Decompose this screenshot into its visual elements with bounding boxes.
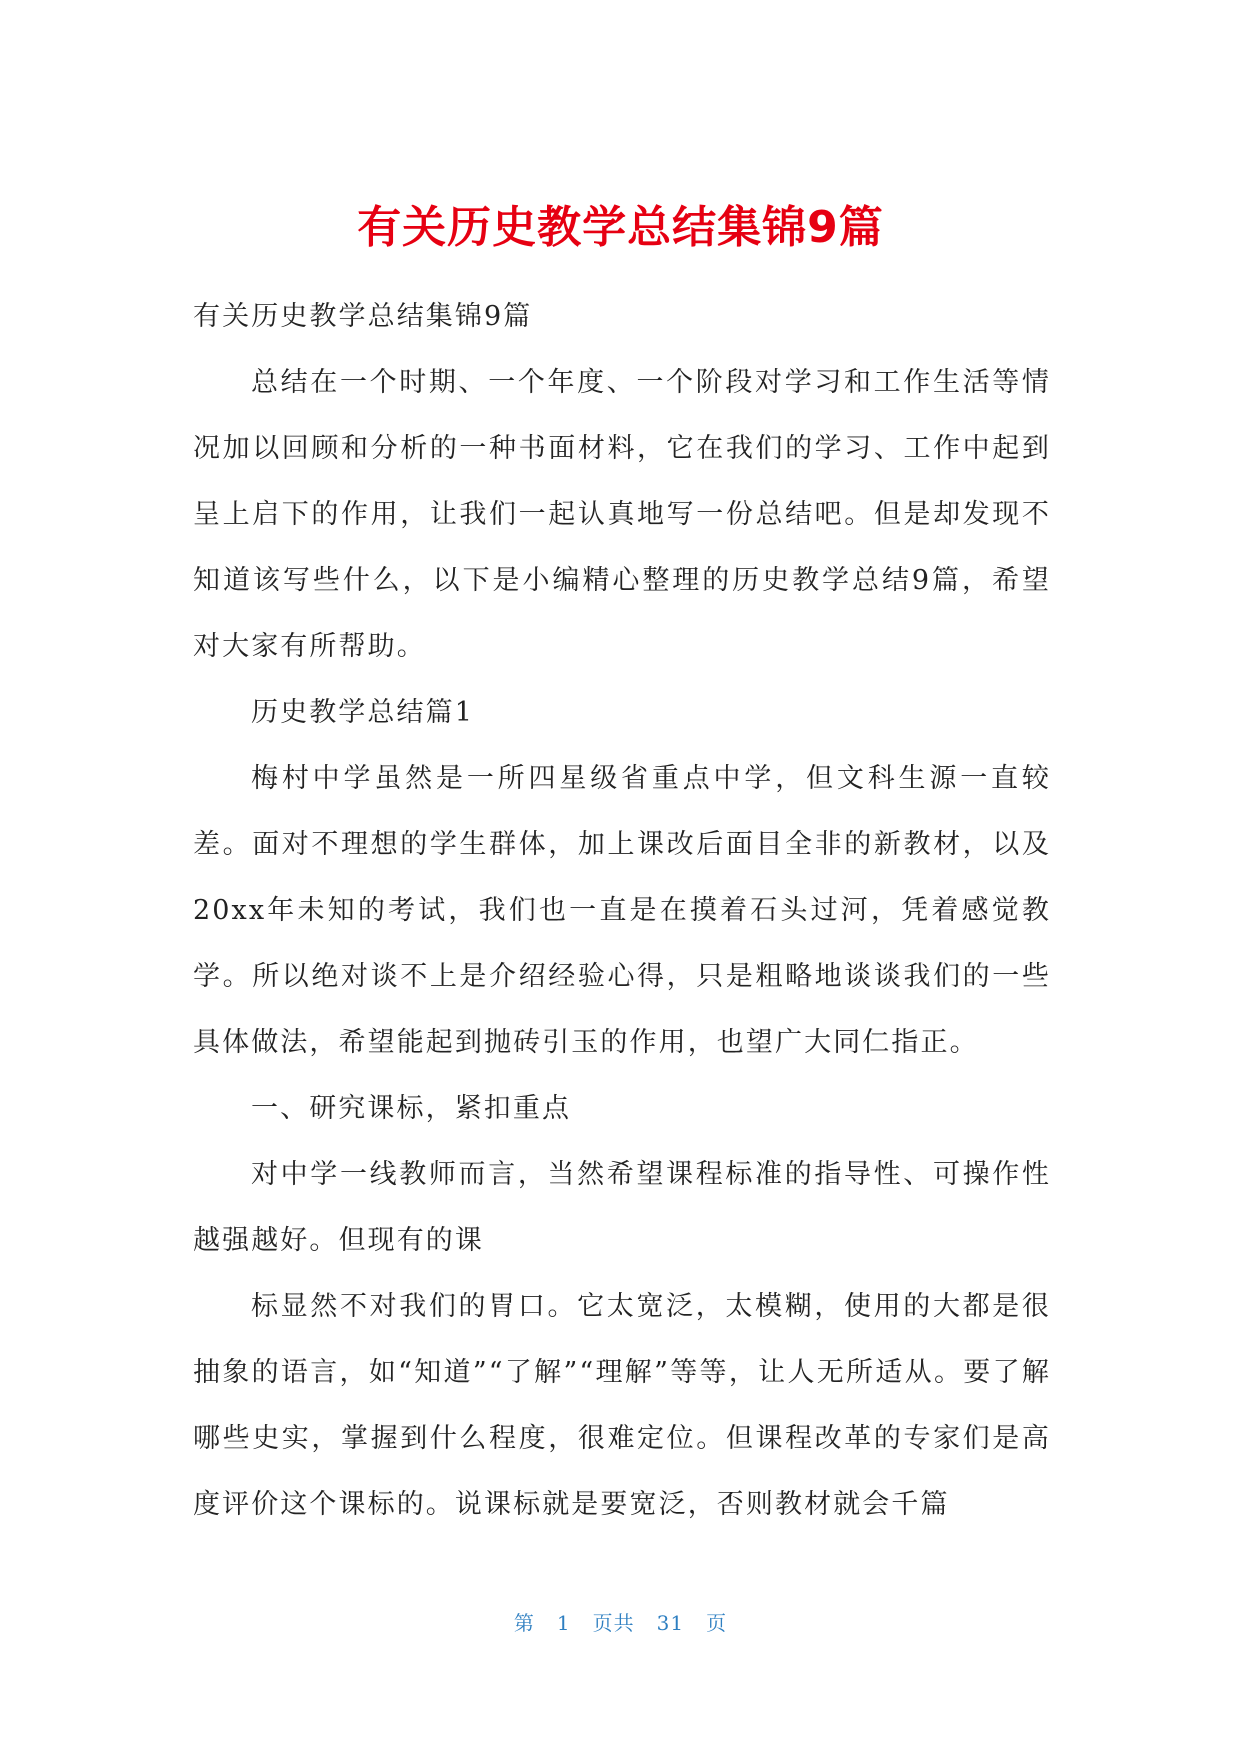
page-total: 31 [656, 1611, 685, 1635]
intro-paragraph: 总结在一个时期、一个年度、一个阶段对学习和工作生活等情况加以回顾和分析的一种书面材料，它在我们的学习、工作中起到呈上启下的作用，让我们一起认真地写一份总结吧。但是却发现不知道该写些什么，以下是小编精心整理的历史教学总结9篇，希望对大家有所帮助。 [193, 367, 1051, 662]
subsection-heading: 一、研究课标，紧扣重点 [251, 1093, 572, 1124]
page-number: 1 [556, 1611, 571, 1635]
footer-suffix: 页 [706, 1611, 728, 1635]
body-paragraph: 对中学一线教师而言，当然希望课程标准的指导性、可操作性越强越好。但现有的课 [193, 1159, 1051, 1256]
page-footer [0, 1608, 1241, 1638]
footer-middle: 页共 [592, 1611, 635, 1635]
subtitle-line: 有关历史教学总结集锦9篇 [193, 301, 533, 332]
document-title: 有关历史教学总结集锦9篇 [357, 202, 884, 253]
section-heading: 历史教学总结篇1 [251, 697, 474, 728]
body-paragraph: 梅村中学虽然是一所四星级省重点中学，但文科生源一直较差。面对不理想的学生群体，加上课改后面目全非的新教材，以及20xx年未知的考试，我们也一直是在摸着石头过河，凭着感觉教学。所以绝对谈不上是介绍经验心得，只是粗略地谈谈我们的一些具体做法，希望能起到抛砖引玉的作用，也望广大同仁指正。 [193, 763, 1051, 1058]
body-paragraph: 标显然不对我们的胃口。它太宽泛，太模糊，使用的大都是很抽象的语言，如“知道”“了解”“理解”等等，让人无所适从。要了解哪些史实，掌握到什么程度，很难定位。但课程改革的专家们是高度评价这个课标的。说课标就是要宽泛，否则教材就会千篇 [193, 1291, 1051, 1520]
document-body [193, 284, 1051, 1538]
footer-prefix: 第 [513, 1611, 535, 1635]
